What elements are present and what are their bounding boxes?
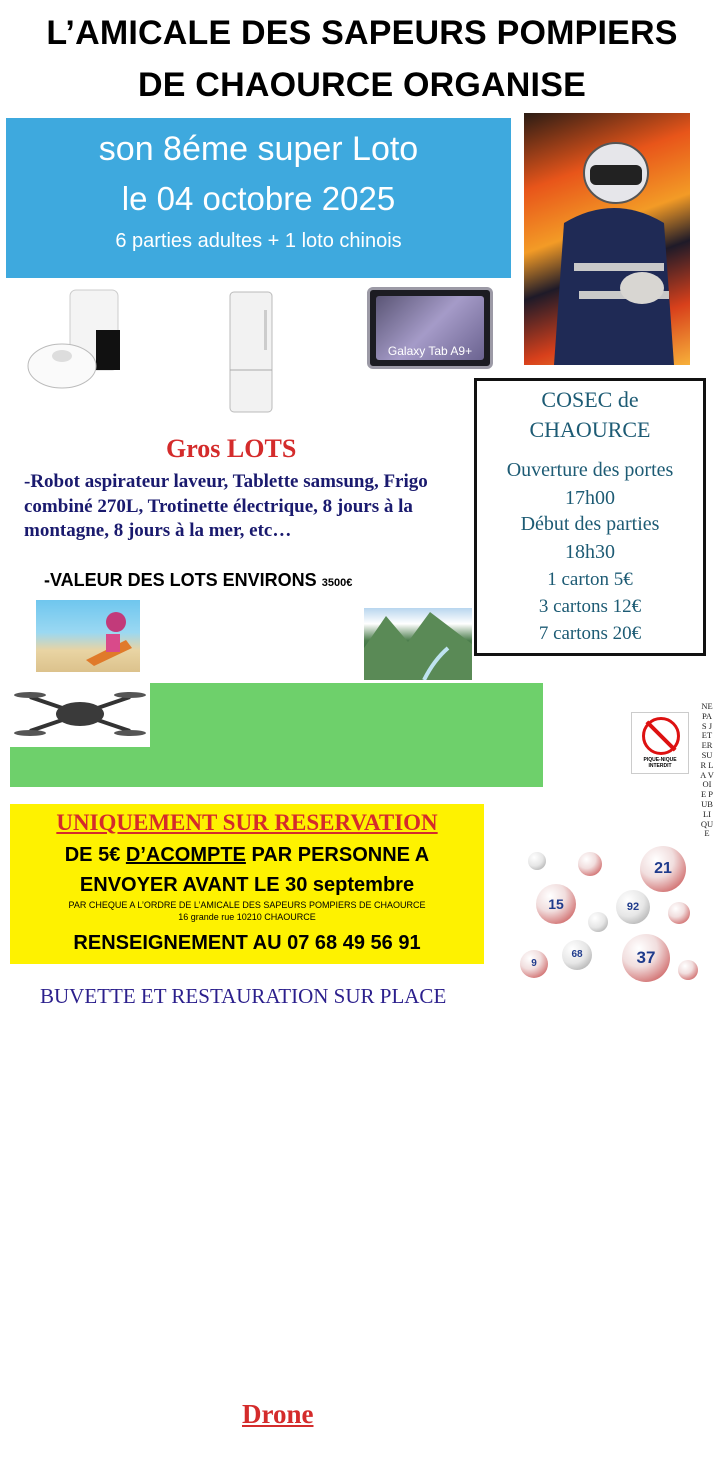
lots-value-amount: 3500€ (321, 577, 353, 589)
start-time: 18h30 (565, 541, 615, 563)
contact-line: RENSEIGNEMENT AU 07 68 49 56 91 (73, 932, 421, 954)
cheque-line: PAR CHEQUE A L’ORDRE DE L’AMICALE DES SAPEURS POMPIERS DE CHAOURCE (68, 900, 426, 910)
header-line-2: DE CHAOURCE ORGANISE (138, 66, 586, 104)
reservation-title: UNIQUEMENT SUR RESERVATION (56, 810, 438, 835)
address-line: 16 grande rue 10210 CHAOURCE (178, 912, 316, 922)
fridge-image (228, 290, 274, 414)
bingo-ball: 9 (520, 950, 548, 978)
bingo-ball: 21 (640, 846, 686, 892)
price-row: 1 carton 5€ (547, 569, 633, 590)
doors-label: Ouverture des portes (506, 459, 674, 481)
deposit-line (10, 844, 484, 867)
beach-image (36, 600, 140, 672)
event-parts: 6 parties adultes + 1 loto chinois (115, 230, 402, 252)
venue-line-2: CHAOURCE (529, 417, 651, 442)
mountain-image (364, 608, 472, 680)
bingo-ball-small (668, 902, 690, 924)
no-picnic-label: PIQUE-NIQUE INTERDIT (643, 757, 677, 769)
footer-text: BUVETTE ET RESTAURATION SUR PLACE (40, 984, 447, 1008)
price-row: 7 cartons 20€ (538, 623, 642, 644)
price-row: 3 cartons 12€ (538, 596, 642, 617)
deposit-word: D’ACOMPTE (125, 844, 246, 866)
lots-value (44, 570, 352, 591)
start-label: Début des parties (520, 513, 660, 535)
bingo-balls-image (518, 842, 698, 984)
event-banner (6, 118, 511, 278)
venue-line-1: COSEC de (541, 387, 639, 412)
vertical-notice: NE PAS JETER SUR LA VOIE PUBLIQUE (700, 701, 714, 839)
event-title: son 8éme super Loto (98, 130, 419, 168)
bingo-ball-small (528, 852, 546, 870)
header-line-1: L’AMICALE DES SAPEURS POMPIERS (46, 14, 678, 52)
venue-info-box (474, 378, 706, 656)
bingo-ball: 92 (616, 890, 650, 924)
tombola-more: ET DE NOMBREUX LOTS (154, 1436, 432, 1461)
tombola-prize: Drone (242, 1399, 314, 1429)
bingo-ball: 37 (622, 934, 670, 982)
no-picnic-icon (642, 717, 680, 755)
bingo-ball-small (588, 912, 608, 932)
drone-image (10, 681, 150, 747)
gros-lots-text: -Robot aspirateur laveur, Tablette samsung, Frigo combiné 270L, Trotinette électrique, 8 jours à la montagne, 8 jours à la mer, etc… (24, 471, 428, 541)
lots-value-label: -VALEUR DES LOTS ENVIRONS (44, 570, 317, 590)
doors-time: 17h00 (565, 487, 615, 509)
tablet-label: Galaxy Tab A9+ (387, 344, 473, 358)
event-date: le 04 octobre 2025 (121, 180, 396, 217)
gros-lots-title: Gros LOTS (166, 434, 297, 463)
send-before-line: ENVOYER AVANT LE 30 septembre (79, 874, 415, 896)
reservation-box (10, 804, 484, 964)
no-picnic-sign (631, 712, 689, 774)
robot-vacuum-image (26, 284, 126, 396)
bingo-ball: 15 (536, 884, 576, 924)
deposit-pre: DE 5€ (64, 844, 126, 866)
tablet-image (367, 287, 493, 369)
firefighter-image (524, 113, 690, 365)
deposit-post: PAR PERSONNE A (245, 844, 430, 866)
bingo-ball-small (678, 960, 698, 980)
tombola-title: SUPER TOMBOLA (188, 1369, 380, 1394)
bingo-ball-small (578, 852, 602, 876)
bingo-ball: 68 (562, 940, 592, 970)
